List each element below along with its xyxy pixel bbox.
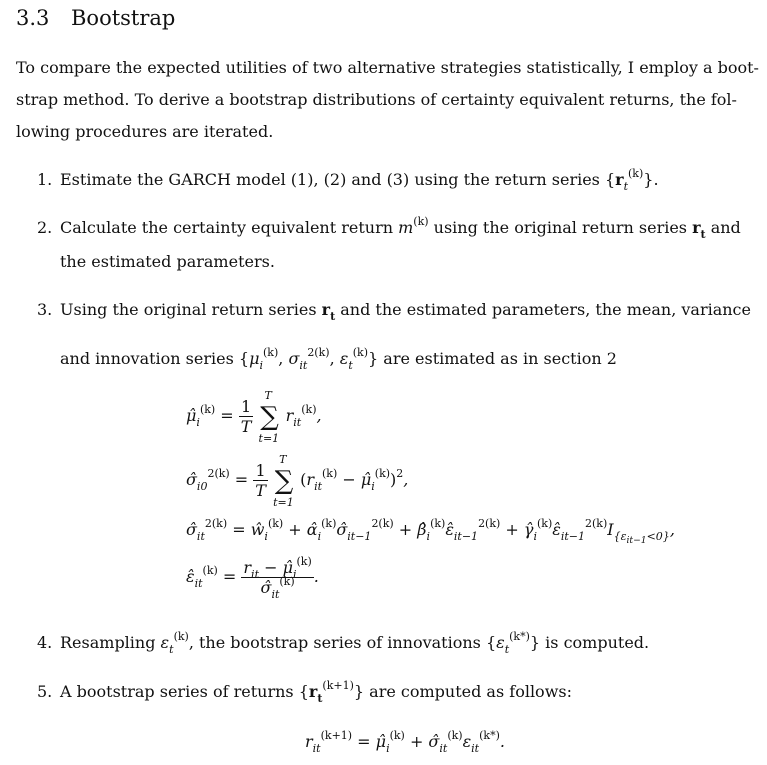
equation-bootstrap-return: $r_{it}^{(k+1)}$ = $\mû_i^{(k)}$ + $\sigmâ_{it}^{(k)}\varepsilon_{it}^{(k*)}$.: [305, 729, 505, 755]
item-text: Calculate the certainty equivalent return: [60, 218, 399, 237]
section-heading: [16, 6, 175, 30]
list-item-1: [37, 167, 659, 193]
list-item-3-continuation: [60, 346, 617, 372]
math-epsilon: $\varepsilon_t^{(k)}$: [160, 630, 189, 656]
paragraph-line: lowing procedures are iterated.: [16, 122, 274, 141]
item-text: are computed as follows:: [364, 682, 572, 701]
math-bootstrap-innovations: $\{\varepsilon_t^{(k*)}\}$: [485, 630, 541, 656]
math-rt: $r_t$: [692, 218, 706, 241]
math-mean-variance-innovation: {$\mu_i^{(k)}$, $\sigma_{it}^{2(k)}$, $\varepsilon_t^{(k)}$}: [238, 346, 379, 372]
intro-paragraph: [16, 52, 759, 148]
item-number: 4.: [37, 633, 53, 652]
item-text: are estimated as in section 2: [378, 349, 617, 368]
item-text: Using the original return series: [60, 300, 322, 319]
list-item-5: [37, 679, 572, 705]
list-item-2: [37, 215, 741, 241]
section-title: Bootstrap: [71, 6, 176, 30]
equation-variance-init: $\sigmâ_{i0}^{2(k)}$ = $\frac{1}{T}$ ∑ T t=1 ($r_{it}^{(k)}$ − $\mû_i^{(k)})^2$,: [186, 452, 409, 509]
equation-garch-variance: $\sigmâ_{it}^{2(k)}$ = $ŵ_i^{(k)}$ + $\alphâ_i^{(k)}\sigmâ_{it-1}^{2(k)}$ + $\betâ_i^{(k)}\varepsilon̂_{it-1}^{2(k)}$ + $\gammâ_i^{(k)}\varepsilon̂_{it-1}^{2(k)}I_{\{\varepsilon_{it-1}<0\}}$,: [186, 517, 675, 547]
item-number: 2.: [37, 218, 53, 237]
math-return-series: $\{r_t^{(k)}\}$.: [604, 167, 659, 193]
item-number: 1.: [37, 170, 53, 189]
math-bootstrap-returns: $\{r_t^{(k+1)}\}$: [298, 679, 365, 705]
item-text: and the estimated parameters, the mean, variance: [335, 300, 751, 319]
item-text: A bootstrap series of returns: [60, 682, 299, 701]
equation-innovation: $\varepsilon̂_{it}^{(k)}$ = $\frac{r_{it} - \mû_i^{(k)}}{\sigmâ_{it}^{(k)}}$ .: [186, 555, 319, 601]
list-item-3: [37, 300, 751, 323]
list-item-4: [37, 630, 650, 656]
section-number: 3.3: [16, 6, 50, 30]
item-text: using the original return series: [428, 218, 693, 237]
item-text: Resampling: [60, 633, 161, 652]
math-rt: $r_t$: [321, 300, 336, 323]
item-text: Estimate the GARCH model (1), (2) and (3) using the return series: [60, 170, 605, 189]
item-number: 3.: [37, 300, 53, 319]
item-number: 5.: [37, 682, 53, 701]
list-item-2-continuation: the estimated parameters.: [60, 252, 275, 271]
item-text: , the bootstrap series of innovations: [188, 633, 486, 652]
item-text: and innovation series: [60, 349, 239, 368]
paragraph-line: To compare the expected utilities of two alternative strategies statistically, I employ a boot-: [16, 58, 759, 77]
math-ce-return: $m^{(k)}$: [398, 215, 429, 237]
equation-mean: $\mû_i^{(k)}$ = $\frac{1}{T}$ ∑ T t=1 $r_{it}^{(k)}$,: [186, 388, 322, 445]
paragraph-line: strap method. To derive a bootstrap distributions of certainty equivalent returns, the fol-: [16, 90, 737, 109]
item-text: and: [705, 218, 741, 237]
item-text: is computed.: [540, 633, 650, 652]
